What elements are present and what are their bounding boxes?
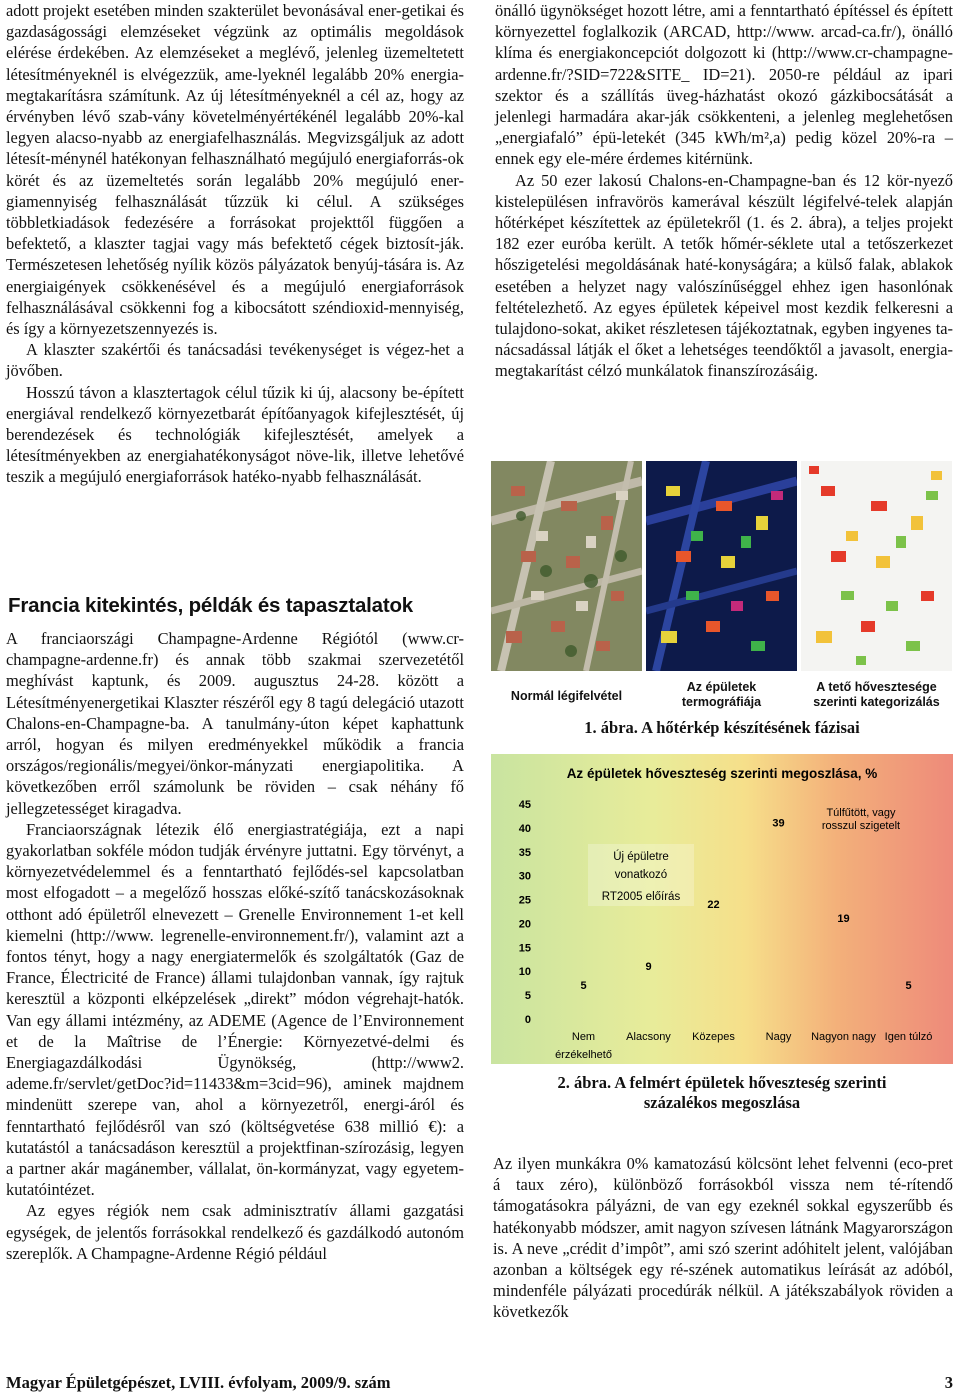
figure-1-label: Normál légifelvétel <box>510 689 623 703</box>
y-tick-label: 10 <box>518 966 531 979</box>
data-label: 19 <box>837 913 850 926</box>
svg-text:vonatkozó: vonatkozó <box>614 869 668 881</box>
y-tick-label: 20 <box>518 918 531 931</box>
paragraph: Az ilyen munkákra 0% kamatozású kölcsönt lehet felvenni (eco-pret á taux zéro), különböző forrásokból vissza nem té-rítendő támogatásokra pályázni, de van egy ezeknél sokkal egyszerűbb és hatékonyabb módszer, amit nagyon szívesen látnánk Magyarországon is. A neve „crédit d’impôt”, ami szó szerint adóhitelt jelent, valójában azonban a költségek egy ré-szének automatikus leírását az adóból, mindenféle pályázati procedúrák nélkül. A játékszabályok röviden a következők <box>493 1154 953 1322</box>
y-tick-label: 0 <box>524 1014 531 1026</box>
paragraph: önálló ügynökséget hozott létre, ami a fenntartható építéssel és épített környezettel foglalkozik (ARCAD, http://www. arcad-ca.fr/), önálló klíma és energiakoncepciót dolgozott ki (http://www.cr-champagne-ardenne.fr/?SID=722&SITE_ ID=21). 2050-re például az ipari szektor és a szállítás üveg-házhatást okozó gázkibocsátását a jelenlegi harmadára akar-ják csökkenteni, a jelenleg meglehetősen „energiafaló” épü-letekét (345 kWh/m²,a) pedig közel 20%-ra – ennek egy ele-mére érdemes kitérnünk. <box>495 1 953 169</box>
y-tick-label: 35 <box>518 846 531 859</box>
section-heading: Francia kitekintés, példák és tapasztalatok <box>8 594 413 617</box>
page-number: 3 <box>944 1373 953 1392</box>
x-tick-label: Nagy <box>765 1031 792 1043</box>
y-tick-label: 45 <box>518 799 531 811</box>
data-label: 5 <box>905 980 912 993</box>
svg-text:Új épületre: Új épületre <box>613 851 669 863</box>
data-label: 39 <box>772 817 785 830</box>
chart-title: Az épületek hőveszteség szerinti megoszlása, % <box>566 766 878 781</box>
figure-2-caption <box>491 1073 953 1113</box>
y-tick-label: 40 <box>518 822 531 835</box>
svg-text:Túlfűtött, vagy: Túlfűtött, vagy <box>826 807 896 819</box>
right-column-bottom <box>493 1153 953 1323</box>
aerial-photo-image <box>491 461 642 671</box>
x-tick-label: Nem <box>571 1031 596 1043</box>
paragraph: Hosszú távon a klasztertagok célul tűzik ki új, alacsony be-épített energiával rendelkező környezetbarát építőanyagok kifejlesztését, új berendezések és technológiák kifejlesztését, amelyek a létesítményekben az energiahatékonyságot növe-lik, illetve lehetővé teszik a megújuló energiaforrások hatéko-nyabb felhasználását. <box>6 382 464 487</box>
paragraph: adott projekt esetében minden szakterület bevonásával ener-getikai és gazdaságossági elemzéseket végzünk az optimális megoldások elérése érdekében. Az elemzéseket a meglévő, jelenleg üzemeltetett létesítményeknél is elvégezzük, ame-lyeknél legalább 20% energia-megtakarításra számítunk. Az új létesítményeknél a cél az, hogy az érvényben lévő szab-vány követelményértékénél legalább 20%-kal legyen alacso-nyabb az energiafelhasználás. Megvizsgáljuk az adott létesít-ménynél hatékonyan felhasználható megújuló energiaforrás-ok körét és az üzemeltetés során legalább 20% megújuló ener-giamennyiség felhasználását tűzzük ki célul. A szükséges többletkiadások fedezésére a forrásokat projekttől függően a befektető, a klaszter tagjai vagy más befektető cégek biztosít-ják. Természetesen lehetőség nyílik közös pályázatok benyúj-tására is. Az energiaigények csökkenésével és a megújuló energiaforrások felhasználásával csökkenni fog a kibocsátott széndioxid-mennyiség, és így a környezetszennyezés is. <box>6 1 464 339</box>
figure-1-label: Az épületek termográfiája <box>681 680 762 709</box>
paragraph: A klaszter szakértői és tanácsadási tevékenységet is végez-het a jövőben. <box>6 340 464 381</box>
x-tick-label: Közepes <box>692 1031 735 1043</box>
figure-2-caption-line: százalékos megoszlása <box>643 1093 801 1112</box>
figure-1-label: A tető hőveszteségе szerinti kategorizálás <box>813 680 940 709</box>
svg-text:RT2005 előírás: RT2005 előírás <box>601 891 681 903</box>
paragraph: Az egyes régiók nem csak adminisztratív állami gazgatási egységek, de jelentős forrásokkal rendelkező és gazdálkodó autonóm szereplők. A Champagne-Ardenne Régió például <box>6 1201 464 1263</box>
y-tick-label: 30 <box>518 870 531 883</box>
paragraph: A franciaországi Champagne-Ardenne Régiótól (www.cr-champagne-ardenne.fr) és annak több szakmai szervezetétől meghívást kaptunk, és 2009. augusztus 24-28. között a Létesítményenergetikai Klaszter részéről egy 8 tagú delegáció utazott Chalons-en-Champagne-ba. A tanulmány-úton képet kaphattunk arról, hogyan és milyen eredményekkel működik a francia országos/regionális/megyei/önkor-mányzati energiapolitika. A következőben erről számolunk be röviden – csak néhány fő jellegzetességet kiragadva. <box>6 629 464 818</box>
figure-2-chart <box>491 754 953 1064</box>
left-column-top <box>6 0 464 488</box>
x-tick-label: Igen túlzó <box>884 1031 933 1043</box>
data-label: 22 <box>707 898 720 911</box>
figure-1 <box>491 461 953 715</box>
x-tick-label: Alacsony <box>626 1031 671 1043</box>
figure-2-caption-line: 2. ábra. A felmért épületek hőveszteség szerinti <box>557 1073 887 1092</box>
data-label: 5 <box>580 980 587 993</box>
rt2005-annotation <box>588 844 694 906</box>
y-tick-label: 25 <box>518 894 531 907</box>
paragraph: Franciaországnak létezik élő energiastratégiája, ezt a napi gyakorlatban sokféle módon tudják érvényre juttatni. Egy törvényt, a környezetvédelemmel és a fenntartható fejlődés-sel kapcsolatban most elfogadott – a megelőző hosszas előké-szítő tanácskozásoknak otthont adó épületről elnevezett – Grenelle Environnement 1-et kell kiemelni (http://www. legrenelle-environnement.fr/), valamint azt a fontos tényt, hogy a nagy energiatermelők és szolgáltatók (Gaz de France, Électricité de France) állami tulajdonban vannak, így rajtuk keresztül a központi elképzelések „direkt” módon végrehajt-hatók. Van egy állami intézmény, az ADEME (Agence de l’Environnement et de la Maîtrise de l’Énergie: Környezetvé-delmi és Energiagazdálkodási Ügynökség, (http://www2. ademe.fr/servlet/getDoc?id=11433&m=3cid=96), aminek majdnem mindenütt szerepe van, ahol a környezetről, energi-áról és fenntartható fejlődésről van szó (költségvetése 638 millió €): a kutatástól a tanácsadáson keresztül a projektfinan-szírozásig, legyen a partner akár magánember, vállalat, ön-kormányzat, vagy egyetem-kutatóintézet. <box>6 819 464 1200</box>
footer <box>6 1373 953 1393</box>
journal-title: Magyar Épületgépészet, LVIII. évfolyam, 2009/9. szám <box>6 1373 391 1392</box>
paragraph: Az 50 ezer lakosú Chalons-en-Champagne-ban és 12 kör-nyező kistelepülésen infravörös kamerával készült légifelvé-telek alapján hőtérképet készítettek az épületekről (1. és 2. ábra), a teljes projekt 182 ezer euróba került. A tetők hőmér-séklete utal a tetőszerkezet hőszigetelési megoldásának haté-konyságára; a külső falak, ablakok esetében a helyzet nagy valószínűséggel ehhez igen hasonlónak feltételezhető. Az egyes épületek képeivel most kezdik felkeresni a tulajdono-sokat, akiket részletesen tájékoztatnak, egyben ingyenes ta-nácsadással látják el őket a lehetséges teendőktől a javasolt, energia-megtakarítást célzó munkálatok finanszírozásáig. <box>495 170 953 381</box>
x-tick-label: Nagyon nagy <box>811 1031 876 1043</box>
roof-heat-loss-map-image <box>801 461 952 671</box>
thermography-image <box>646 461 797 671</box>
data-label: 9 <box>645 961 652 973</box>
x-tick-label: érzékelhető <box>555 1049 612 1061</box>
overheated-annotation <box>822 807 900 832</box>
figure-1-caption: 1. ábra. A hőtérkép készítésének fázisai <box>584 718 860 737</box>
svg-text:rosszul szigetelt: rosszul szigetelt <box>821 820 901 832</box>
y-tick-label: 15 <box>518 942 531 955</box>
left-column-bottom <box>6 628 464 1264</box>
y-tick-label: 5 <box>524 990 531 1003</box>
right-column-top <box>495 0 953 382</box>
